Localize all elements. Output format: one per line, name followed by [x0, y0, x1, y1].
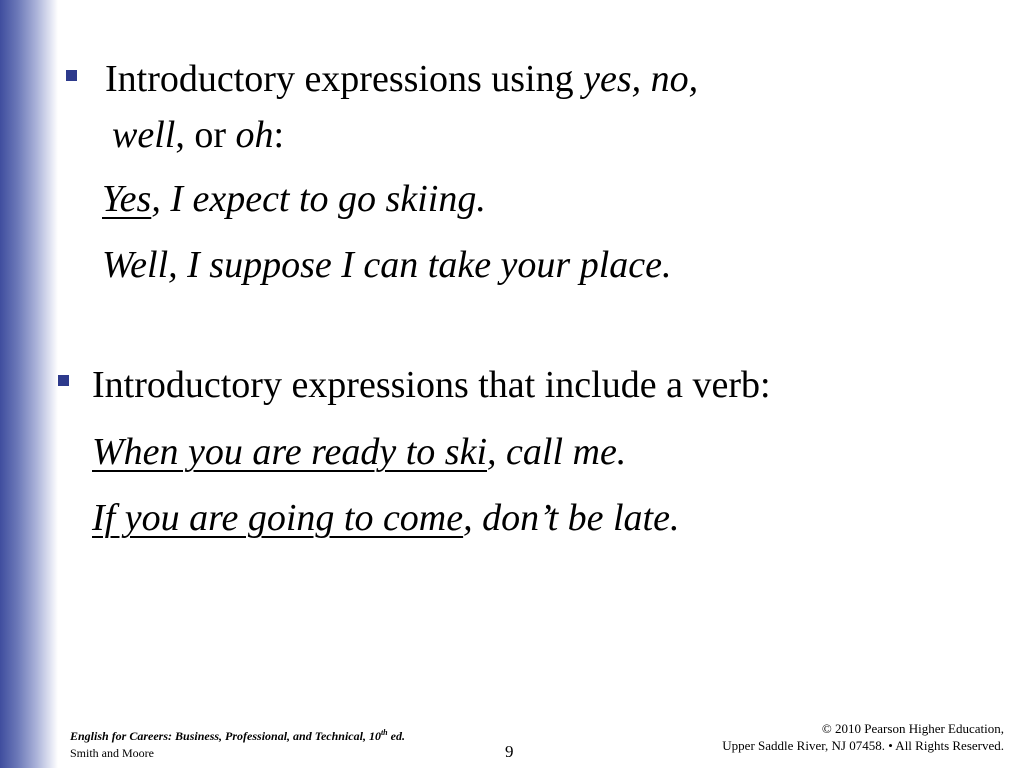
- bullet1-example1: [102, 180, 486, 218]
- page-number: 9: [505, 742, 514, 761]
- bullet2-example2-underlined: If you are going to come: [92, 497, 464, 539]
- footer-book-info: [70, 724, 405, 762]
- bullet1-heading-line1: [105, 60, 698, 98]
- bullet2-example1-underlined: When you are ready to ski: [92, 431, 488, 473]
- bullet2-example1-rest: , call me.: [487, 431, 627, 473]
- bullet1-example2: Well, I suppose I can take your place.: [102, 244, 672, 286]
- book-title-text: English for Careers: Business, Professional, and Technical, 10: [70, 729, 381, 743]
- bullet2-heading: Introductory expressions that include a verb:: [92, 364, 771, 406]
- footer-book-title: [70, 724, 405, 745]
- book-title-sup: th: [380, 728, 388, 737]
- copyright-line2: Upper Saddle River, NJ 07458. • All Rights Reserved.: [722, 738, 1004, 753]
- bullet2-example1: [92, 433, 626, 471]
- bullet1-intro-text: Introductory expressions using: [105, 58, 584, 100]
- bullet1-example1-underlined: Yes: [102, 178, 152, 220]
- bullet-square-icon: [58, 375, 69, 386]
- copyright-line1: © 2010 Pearson Higher Education,: [821, 721, 1004, 736]
- bullet1-word-well: well: [112, 114, 176, 156]
- bullet1-heading-line2: [112, 116, 284, 154]
- bullet1-example1-rest: , I expect to go skiing.: [151, 178, 486, 220]
- bullet1-word-oh: oh: [235, 114, 274, 156]
- decorative-sidebar: [0, 0, 58, 768]
- book-title-ed: ed.: [387, 729, 405, 743]
- bullet1-colon: :: [273, 114, 285, 156]
- bullet1-intro-italic: yes, no,: [583, 58, 699, 100]
- bullet2-example2-rest: , don’t be late.: [463, 497, 680, 539]
- bullet1-word-or: , or: [175, 114, 236, 156]
- bullet2-example2: [92, 499, 679, 537]
- footer-copyright: [722, 720, 1004, 754]
- footer-authors: Smith and Moore: [70, 746, 154, 760]
- bullet-square-icon: [66, 70, 77, 81]
